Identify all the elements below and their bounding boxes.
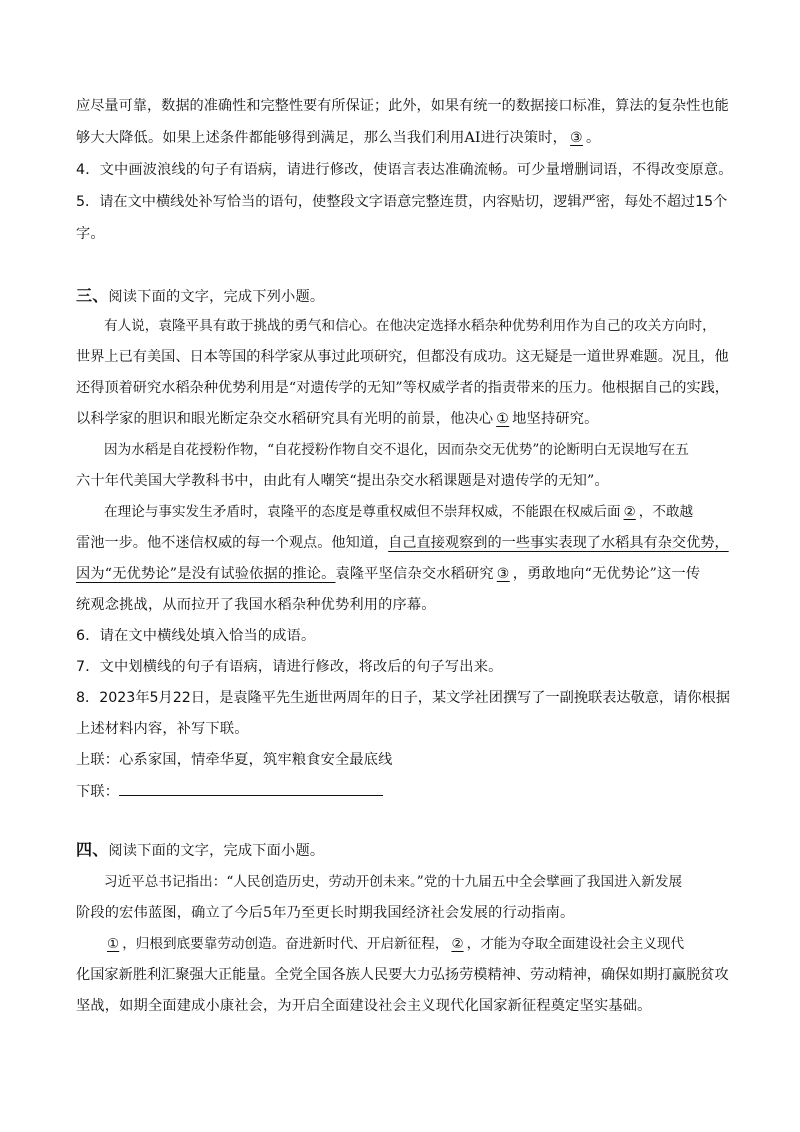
underlined-sentence: 因为“无优势论”是没有试验依据的推论。 [76, 566, 336, 582]
question-6: 6．请在文中横线处填入恰当的成语。 [76, 628, 316, 644]
text-span: 袁隆平坚信杂交水稻研究 [335, 566, 494, 582]
upper-couplet: 上联：心系家国，情牵华夏，筑牢粮食安全最底线 [76, 752, 393, 768]
blank-3: ③ [496, 566, 510, 582]
text-span: 以科学家的胆识和眼光断定杂交水稻研究具有光明的前景，他决心 [76, 411, 494, 427]
text-line [104, 934, 764, 954]
text-span: ，勇敢地向“无优势论”这一传 [512, 566, 701, 582]
text-line [76, 564, 736, 584]
section-title: 阅读下面的文字，完成下面小题。 [108, 843, 325, 859]
text-line [76, 533, 736, 553]
text-line [104, 502, 764, 522]
question-5-cont: 字。 [76, 226, 105, 242]
text-line [76, 128, 736, 148]
text-span: 地坚持研究。 [512, 411, 599, 427]
text-span: 雷池一步。他不迷信权威的每一个观点。他知道， [76, 535, 389, 551]
blank-3: ③ [570, 130, 583, 146]
text-span: 在理论与事实发生矛盾时，袁隆平的态度是尊重权威但不崇拜权威，不能跟在权威后面 [104, 504, 621, 520]
section-number: 三、 [76, 286, 109, 305]
question-7: 7．文中划横线的句子有语病，请进行修改，将改后的句子写出来。 [76, 659, 503, 675]
text-line: 化国家新胜利汇聚强大正能量。全党全国各族人民要大力弘扬劳模精神、劳动精神，确保如期打赢脱贫攻 [76, 967, 729, 983]
blank-2: ② [623, 504, 636, 520]
text-span: ，才能为夺取全面建设社会主义现代 [466, 936, 685, 952]
question-8-cont: 上述材料内容，补写下联。 [76, 721, 249, 737]
blank-2: ② [451, 936, 464, 952]
text-span: ，归根到底要靠劳动创造。奋进新时代、开启新征程， [122, 936, 449, 952]
underlined-sentence: 自己直接观察到的一些事实表现了水稻具有杂交优势， [388, 535, 729, 551]
blank-1: ① [107, 936, 120, 952]
text-line: 还得顶着研究水稻杂种优势利用是“对遗传学的无知”等权威学者的指责带来的压力。他根据自己的实践， [76, 380, 729, 396]
text-line: 因为水稻是自花授粉作物，“自花授粉作物自交不退化，因而杂交无优势”的论断明白无误地写在五 [104, 442, 689, 458]
section-3-heading [76, 286, 736, 307]
text-span: ，不敢越 [638, 504, 694, 520]
text-line: 六十年代美国大学教科书中，由此有人嘲笑“提出杂交水稻课题是对遗传学的无知”。 [76, 473, 609, 489]
blank-1: ① [496, 411, 510, 427]
text-line: 阶段的宏伟蓝图，确立了今后5年乃至更长时期我国经济社会发展的行动指南。 [76, 905, 575, 921]
section-title: 阅读下面的文字，完成下列小题。 [108, 289, 325, 305]
text-line: 统观念挑战，从而拉开了我国水稻杂种优势利用的序幕。 [76, 597, 436, 613]
text-line: 世界上已有美国、日本等国的科学家从事过此项研究，但都没有成功。这无疑是一道世界难题。况且，他 [76, 349, 729, 365]
lower-couplet [76, 781, 736, 802]
text-line [76, 409, 736, 429]
question-4: 4．文中画波浪线的句子有语病，请进行修改，使语言表达准确流畅。可少量增删词语，不得改变原意。 [76, 162, 733, 178]
section-number: 四、 [76, 840, 109, 859]
question-5: 5．请在文中横线处补写恰当的语句，使整段文字语意完整连贯，内容贴切，逻辑严密，每处不超过15个 [76, 194, 728, 210]
text-line: 坚战，如期全面建成小康社会，为开启全面建设社会主义现代化国家新征程奠定坚实基础。 [76, 998, 652, 1014]
question-8: 8．2023年5月22日，是袁隆平先生逝世两周年的日子，某文学社团撰写了一副挽联表达敬意，请你根据 [76, 690, 730, 706]
section-4-heading [76, 840, 736, 861]
lower-couplet-label: 下联： [76, 784, 120, 800]
text-line: 应尽量可靠，数据的准确性和完整性要有所保证；此外，如果有统一的数据接口标准，算法的复杂性也能 [76, 98, 729, 114]
answer-line[interactable] [119, 781, 383, 796]
text-line: 习近平总书记指出：“人民创造历史，劳动开创未来。”党的十九届五中全会擘画了我国进入新发展 [104, 874, 683, 890]
text-line: 有人说，袁隆平具有敢于挑战的勇气和信心。在他决定选择水稻杂种优势利用作为自己的攻关方向时， [104, 318, 716, 334]
text-span: 。 [585, 130, 601, 146]
text-span: 够大大降低。如果上述条件都能够得到满足，那么当我们利用AI进行决策时， [76, 130, 568, 146]
